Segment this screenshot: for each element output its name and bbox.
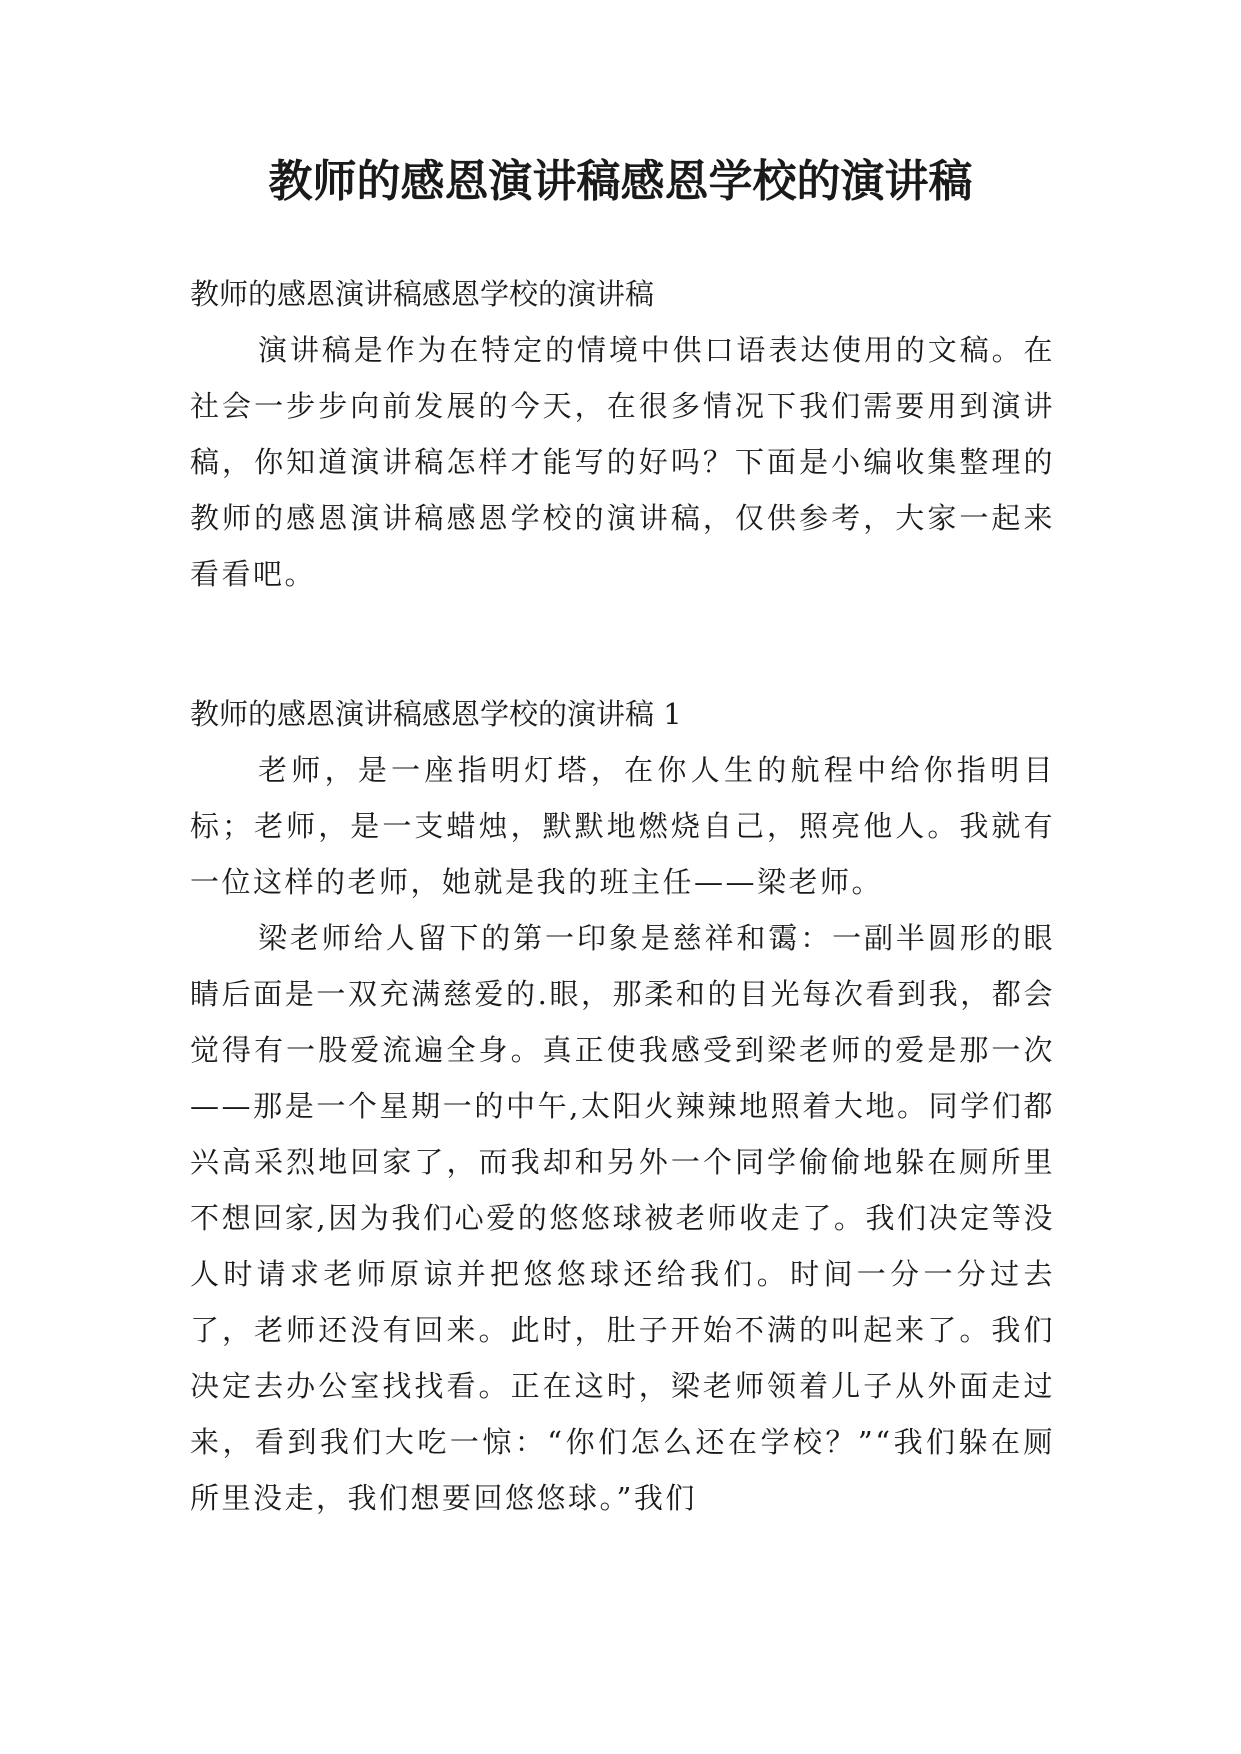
intro-heading: 教师的感恩演讲稿感恩学校的演讲稿	[190, 277, 655, 311]
section-spacer	[190, 602, 1055, 686]
document-body	[190, 266, 1055, 1526]
section-paragraph: 老师，是一座指明灯塔，在你人生的航程中给你指明目标；老师，是一支蜡烛，默默地燃烧自己，照亮他人。我就有一位这样的老师，她就是我的班主任——梁老师。	[190, 753, 1055, 899]
section-heading: 教师的感恩演讲稿感恩学校的演讲稿 1	[190, 697, 682, 731]
section-paragraph: 梁老师给人留下的第一印象是慈祥和霭：一副半圆形的眼睛后面是一双充满慈爱的.眼，那柔和的目光每次看到我，都会觉得有一股爱流遍全身。真正使我感受到梁老师的爱是那一次——那是一个星期一的中午,太阳火辣辣地照着大地。同学们都兴高采烈地回家了，而我却和另外一个同学偷偷地躲在厕所里不想回家,因为我们心爱的悠悠球被老师收走了。我们决定等没人时请求老师原谅并把悠悠球还给我们。时间一分一分过去了，老师还没有回来。此时，肚子开始不满的叫起来了。我们决定去办公室找找看。正在这时，梁老师领着儿子从外面走过来，看到我们大吃一惊：“你们怎么还在学校？”“我们躲在厕所里没走，我们想要回悠悠球。”我们	[190, 921, 1055, 1515]
intro-paragraph: 演讲稿是作为在特定的情境中供口语表达使用的文稿。在社会一步步向前发展的今天，在很多情况下我们需要用到演讲稿，你知道演讲稿怎样才能写的好吗？下面是小编收集整理的教师的感恩演讲稿感恩学校的演讲稿，仅供参考，大家一起来看看吧。	[190, 333, 1055, 591]
document-title: 教师的感恩演讲稿感恩学校的演讲稿	[268, 156, 973, 207]
